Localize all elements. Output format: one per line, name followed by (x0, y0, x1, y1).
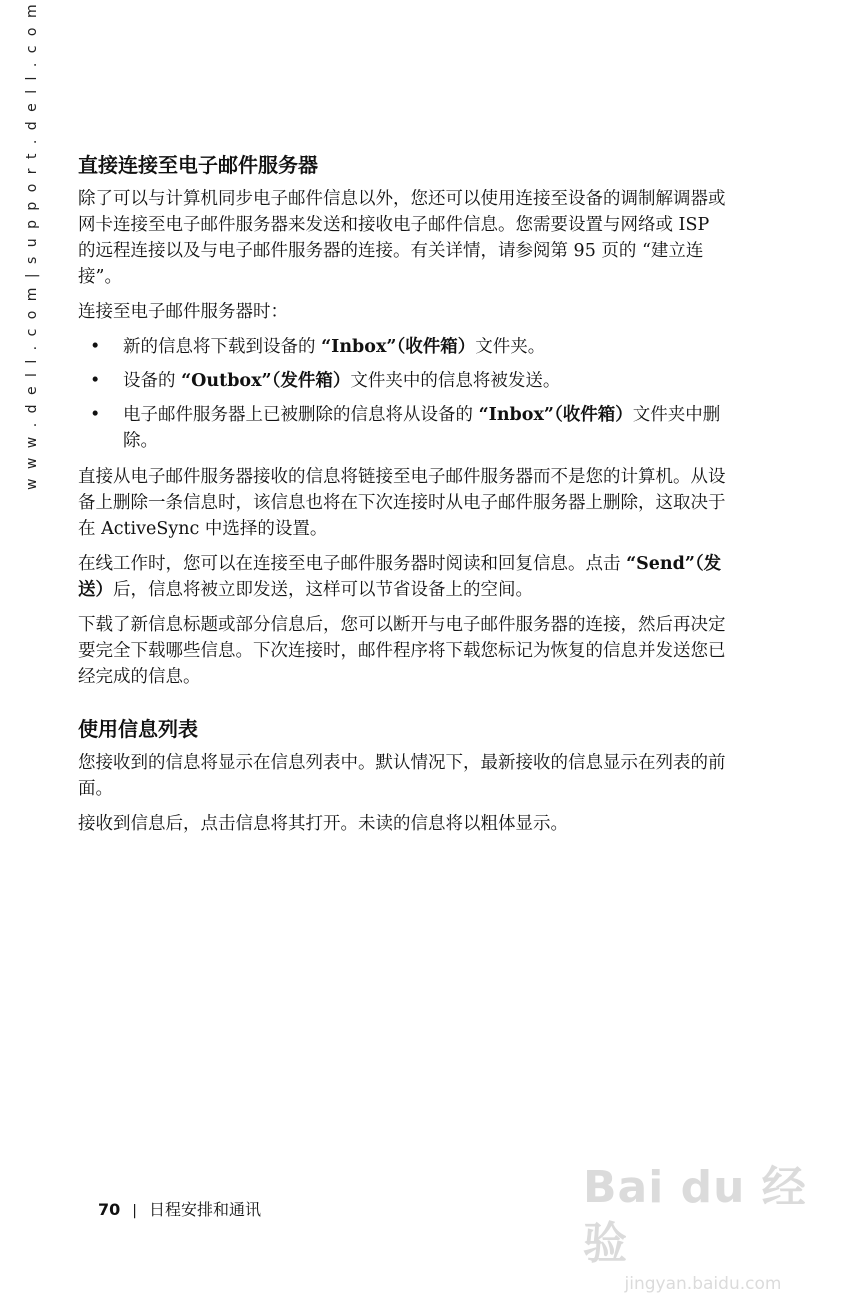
watermark-site: jingyan.baidu.com (624, 1274, 782, 1294)
page-number: 70 (98, 1200, 121, 1219)
section-heading-direct-connect: 直接连接至电子邮件服务器 (78, 153, 318, 177)
bullet-list (78, 334, 726, 454)
paragraph: 除了可以与计算机同步电子邮件信息以外，您还可以使用连接至设备的调制解调器或网卡连接至电子邮件服务器来发送和接收电子邮件信息。您需要设置与网络或 ISP 的远程连接以及与电子邮件服务器的连接。有关详情，请参阅第 95 页的 “建立连接”。 (78, 189, 726, 287)
paragraph: 下载了新信息标题或部分信息后，您可以断开与电子邮件服务器的连接，然后再决定要完全下载哪些信息。下次连接时，邮件程序将下载您标记为恢复的信息并发送您已经完成的信息。 (78, 615, 726, 687)
baidu-watermark (583, 1160, 823, 1294)
watermark-logo: Bai du 经验 (583, 1162, 807, 1269)
paragraph: 连接至电子邮件服务器时： (78, 302, 288, 322)
page-footer (98, 1197, 261, 1220)
list-item: • 新的信息将下载到设备的 “Inbox”（收件箱）文件夹。 (78, 334, 726, 360)
list-item: • 设备的 “Outbox”（发件箱）文件夹中的信息将被发送。 (78, 368, 726, 394)
main-content (78, 150, 726, 846)
paragraph: 在线工作时，您可以在连接至电子邮件服务器时阅读和回复信息。点击 “Send”（发送）后，信息将被立即发送，这样可以节省设备上的空间。 (78, 554, 722, 600)
bullet-icon: • (90, 405, 101, 425)
footer-separator: | (132, 1203, 137, 1219)
list-item: • 电子邮件服务器上已被删除的信息将从设备的 “Inbox”（收件箱）文件夹中删除。 (78, 402, 726, 454)
bullet-icon: • (90, 371, 101, 391)
paragraph: 直接从电子邮件服务器接收的信息将链接至电子邮件服务器而不是您的计算机。从设备上删除一条信息时，该信息也将在下次连接时从电子邮件服务器上删除，这取决于在 ActiveSync 中选择的设置。 (78, 467, 726, 539)
chapter-title: 日程安排和通讯 (148, 1200, 261, 1219)
paragraph: 接收到信息后，点击信息将其打开。未读的信息将以粗体显示。 (78, 814, 568, 834)
section-heading-message-list: 使用信息列表 (78, 717, 198, 741)
side-url-text: w w w . d e l l . c o m | s u p p o r t . d e l l . c o m (24, 1, 40, 490)
paragraph: 您接收到的信息将显示在信息列表中。默认情况下，最新接收的信息显示在列表的前面。 (78, 753, 726, 799)
bullet-icon: • (90, 337, 101, 357)
